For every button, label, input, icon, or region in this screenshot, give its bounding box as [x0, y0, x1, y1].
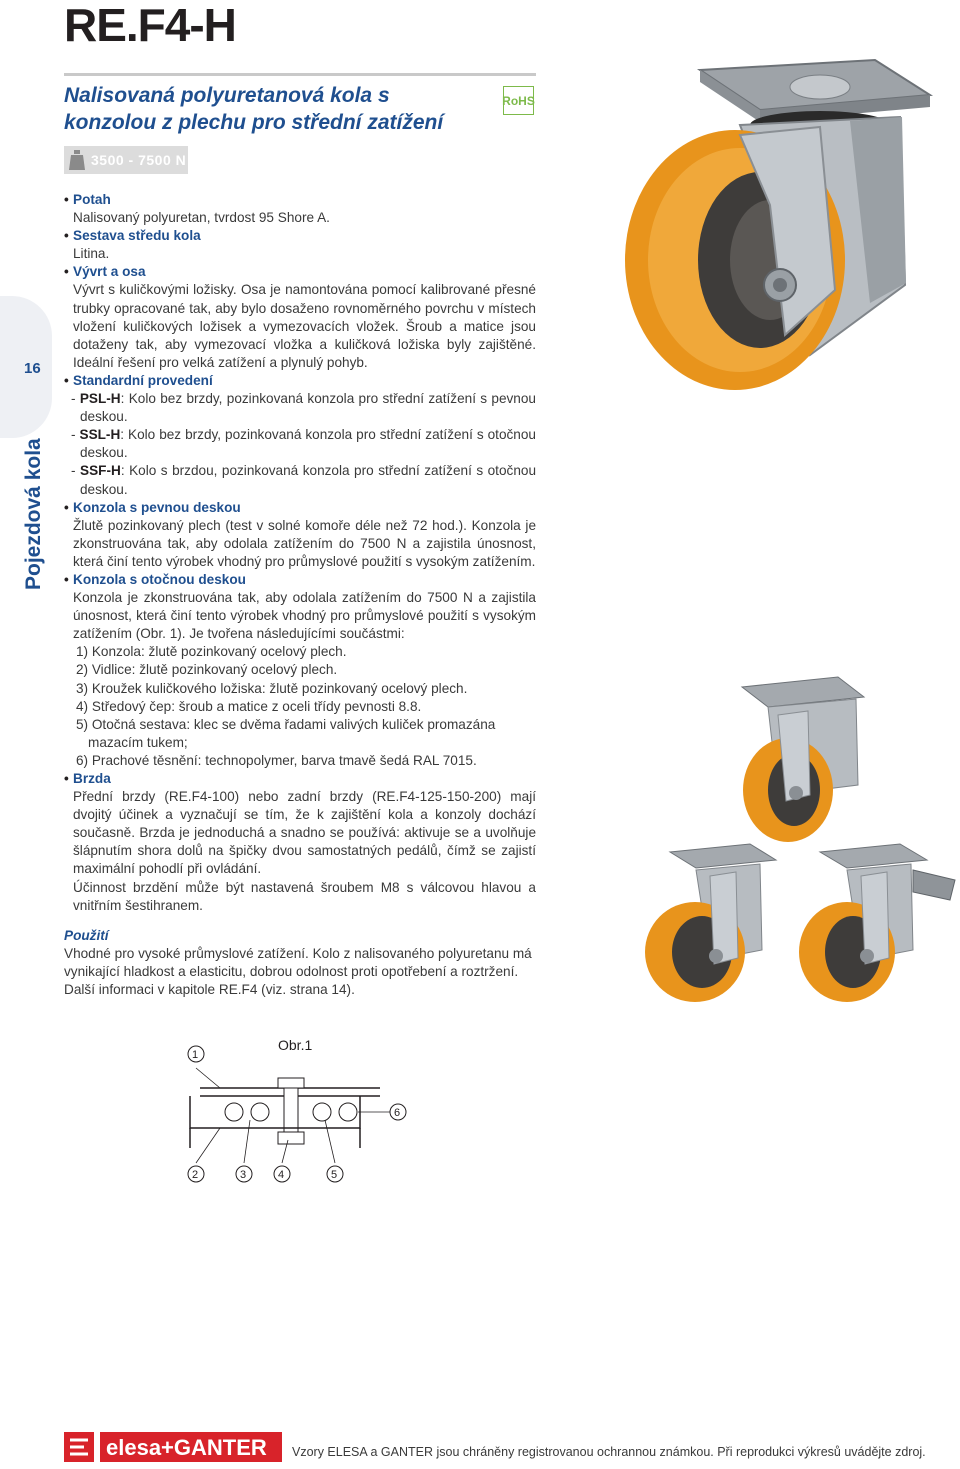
swivel-caster-photo: [620, 55, 955, 395]
load-range-text: 3500 - 7500 N: [91, 152, 187, 168]
pouziti-heading: Použití: [64, 927, 109, 943]
brzda-text: Přední brzdy (RE.F4-100) nebo zadní brzdy (RE.F4-125-150-200) mají dvojitý účinek a vyznačují se tím, že k zajištění kola a konzoly dochází současně. Brzda je jednoduchá a snadno se používá: aktivuje se a uvolňuje šlápnutím shora dolů na špičky dvou samostatných pedálů, čímž se zajistí maximální pohodlí při ovládání.: [73, 789, 536, 877]
braked-caster-photo: [795, 840, 960, 1005]
figure-label: Obr.1: [278, 1037, 313, 1053]
standard-heading: • Standardní provedení: [64, 372, 536, 390]
product-subtitle: Nalisovaná polyuretanová kola s konzolou z plechu pro střední zatížení: [64, 84, 444, 134]
pouziti-text: Vhodné pro vysoké průmyslové zatížení. Kolo z nalisovaného polyuretanu má vynikající hladkost a elasticitu, dobrou odolnost proti opotřebení a roztržení.: [64, 945, 532, 979]
fixed-caster-photo: [738, 675, 868, 845]
standard-item: - PSL-H: Kolo bez brzdy, pozinkovaná konzola pro střední zatížení s pevnou deskou.: [71, 391, 536, 425]
stred-text: Litina.: [73, 246, 110, 262]
swivel-section-diagram: [160, 1028, 420, 1188]
rohs-badge: RoHS: [503, 86, 534, 115]
spec-text: [64, 191, 536, 999]
stred-heading: • Sestava středu kola: [64, 227, 536, 245]
potah-heading: • Potah: [64, 191, 536, 209]
standard-item: - SSF-H: Kolo s brzdou, pozinkovaná konzola pro střední zatížení s otočnou deskou.: [71, 463, 537, 497]
callout-2: 2: [192, 1169, 199, 1181]
pouziti-text-2: Další informaci v kapitole RE.F4 (viz. strana 14).: [64, 982, 355, 998]
otocna-text: Konzola je zkonstruována tak, aby odolala zatížením do 7500 N a zajistila únosnost, která činí tento výrobek vhodný pro průmyslové použití s vysokým zatížením (Obr. 1). Je tvořena následujícími součástmi:: [73, 590, 536, 642]
callout-5: 5: [331, 1169, 338, 1181]
trademark-notice: Vzory ELESA a GANTER jsou chráněny registrovanou ochrannou známkou. Při reprodukci výkresů uvádějte zdroj.: [292, 1445, 926, 1459]
callout-3: 3: [240, 1169, 247, 1181]
part-item: 1) Konzola: žlutě pozinkovaný ocelový plech.: [76, 644, 347, 660]
brzda-heading: • Brzda: [64, 770, 536, 788]
page-number: 16: [24, 360, 41, 377]
section-label: Pojezdová kola: [22, 438, 45, 590]
callout-4: 4: [278, 1169, 285, 1181]
product-code-title: RE.F4-H: [64, 0, 236, 51]
part-item: 4) Středový čep: šroub a matice z oceli třídy pevnosti 8.8.: [76, 698, 422, 714]
part-item: 6) Prachové těsnění: technopolymer, barva tmavě šedá RAL 7015.: [76, 752, 477, 768]
potah-text: Nalisovaný polyuretan, tvrdost 95 Shore A.: [73, 210, 330, 226]
part-item: 5) Otočná sestava: klec se dvěma řadami valivých kuliček promazána mazacím tukem;: [76, 716, 496, 750]
load-range-badge: [64, 146, 188, 174]
otocna-heading: • Konzola s otočnou deskou: [64, 571, 536, 589]
callout-1: 1: [192, 1049, 199, 1061]
standard-item: - SSL-H: Kolo bez brzdy, pozinkovaná konzola pro střední zatížení s otočnou deskou.: [71, 427, 536, 461]
pevna-text: Žlutě pozinkovaný plech (test v solné komoře déle než 72 hod.). Konzola je zkonstruována tak, aby odolala zatížením do 7500 N a zajistila únosnost, která činí tento výrobek vhodný pro průmyslové použití s vysokým zatížením.: [73, 517, 536, 569]
swivel-caster-small-photo: [640, 840, 780, 1005]
logo-text: elesa+GANTER: [106, 1435, 267, 1460]
brzda-text-2: Účinnost brzdění může být nastavená šroubem M8 s válcovou hlavou a vnitřním šestihranem.: [73, 879, 536, 913]
title-divider: [64, 73, 536, 76]
callout-6: 6: [394, 1107, 401, 1119]
pevna-heading: • Konzola s pevnou deskou: [64, 499, 536, 517]
elesa-ganter-logo: [64, 1430, 284, 1464]
part-item: 2) Vidlice: žlutě pozinkovaný ocelový plech.: [76, 662, 338, 678]
vyvrt-heading: • Vývrt a osa: [64, 263, 536, 281]
weight-icon: [69, 150, 85, 170]
vyvrt-text: Vývrt s kuličkovými ložisky. Osa je namontována pomocí kalibrované přesné trubky opracované tak, aby bylo dosaženo rovnoměrného povrchu v místech vložení kuličkových ložisek a vymezovacích vložek. Šroub a matice jsou dotaženy tak, aby vymezovací vložka a kuličková ložiska byly zajištěné. Ideální řešení pro velká zatížení a plynulý pohyb.: [73, 282, 536, 370]
part-item: 3) Kroužek kuličkového ložiska: žlutě pozinkovaný ocelový plech.: [76, 680, 468, 696]
